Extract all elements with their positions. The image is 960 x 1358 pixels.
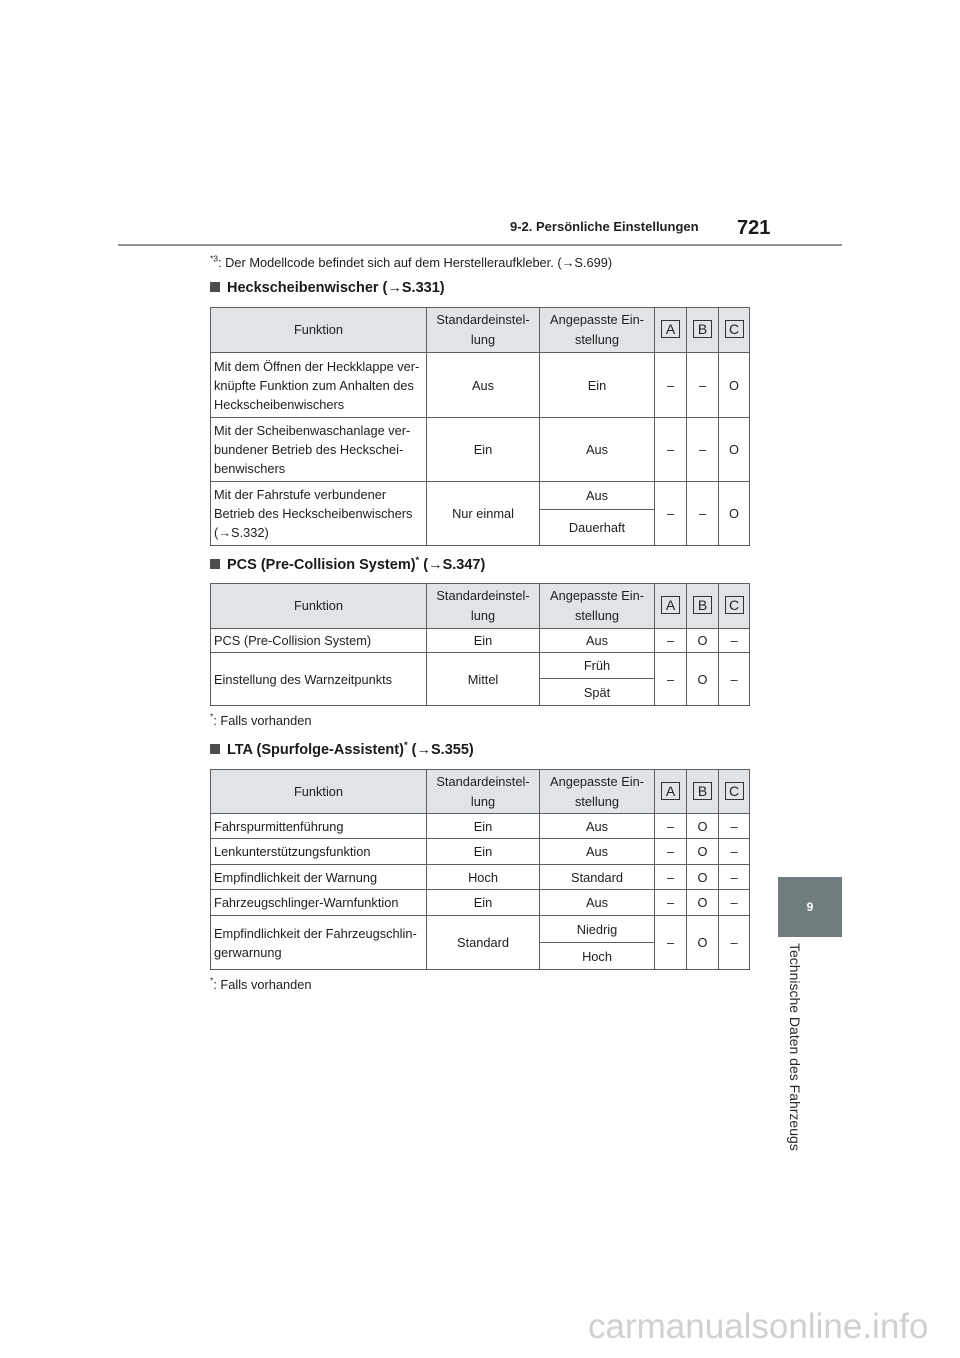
setting-a-cell: – xyxy=(655,916,687,970)
page-number: 721 xyxy=(737,217,771,239)
setting-a-cell: – xyxy=(655,482,687,546)
col-header-a xyxy=(655,770,687,814)
setting-a-cell: – xyxy=(655,865,687,890)
setting-b-cell: – xyxy=(687,353,719,418)
col-header-function: Funktion xyxy=(211,770,427,814)
section-bullet-icon xyxy=(210,282,220,292)
pcs-table xyxy=(210,583,750,706)
col-header-c xyxy=(719,770,750,814)
custom-value-cell: Ein xyxy=(540,353,655,418)
col-header-b xyxy=(687,308,719,353)
footnote-text: : Falls vorhanden xyxy=(213,977,312,992)
col-header-c-label: C xyxy=(725,320,744,338)
default-value-cell: Standard xyxy=(427,916,540,970)
custom-value-cell: Früh xyxy=(540,653,655,679)
section-heading-ref: (→S.347) xyxy=(419,557,486,573)
custom-value-cell: Aus xyxy=(540,814,655,839)
col-header-a-label: A xyxy=(661,782,680,800)
default-value-cell: Hoch xyxy=(427,865,540,890)
table-row xyxy=(211,653,750,679)
default-value-cell: Ein xyxy=(427,890,540,916)
section-heading-ref: (→S.355) xyxy=(407,742,474,758)
table-header-row xyxy=(211,770,750,814)
col-header-custom: Angepasste Ein- stellung xyxy=(540,308,655,353)
function-cell: Mit der Fahrstufe verbundener Betrieb des Heckscheibenwischers (→S.332) xyxy=(211,482,427,546)
chapter-tab xyxy=(778,877,842,937)
chapter-number: 9 xyxy=(806,900,814,914)
setting-b-cell: O xyxy=(687,653,719,706)
custom-value-cell: Niedrig xyxy=(540,916,655,943)
col-header-a-label: A xyxy=(661,320,680,338)
setting-b-cell: O xyxy=(687,629,719,653)
default-value-cell: Nur einmal xyxy=(427,482,540,546)
chapter-title-vertical: Technische Daten des Fahrzeugs xyxy=(787,943,803,1151)
custom-value-cell: Standard xyxy=(540,865,655,890)
setting-b-cell: O xyxy=(687,890,719,916)
footnote-text: : Falls vorhanden xyxy=(213,713,312,728)
setting-b-cell: – xyxy=(687,418,719,482)
default-value-cell: Ein xyxy=(427,814,540,839)
setting-a-cell: – xyxy=(655,629,687,653)
function-cell: Einstellung des Warnzeitpunkts xyxy=(211,653,427,706)
col-header-custom: Angepasste Ein- stellung xyxy=(540,770,655,814)
function-cell: Fahrzeugschlinger-Warnfunktion xyxy=(211,890,427,916)
table-row xyxy=(211,890,750,916)
section-heading-pcs xyxy=(210,557,485,574)
setting-a-cell: – xyxy=(655,814,687,839)
lta-table xyxy=(210,769,750,970)
section-heading-title: LTA (Spurfolge-Assistent) xyxy=(227,742,404,758)
setting-c-cell: – xyxy=(719,890,750,916)
setting-c-cell: O xyxy=(719,482,750,546)
custom-value-cell: Spät xyxy=(540,679,655,706)
footnote-model-code xyxy=(210,255,612,270)
col-header-a xyxy=(655,308,687,353)
footnote-marker: *3 xyxy=(210,253,219,264)
col-header-c-label: C xyxy=(725,782,744,800)
setting-c-cell: – xyxy=(719,653,750,706)
default-value-cell: Mittel xyxy=(427,653,540,706)
rear-wiper-table xyxy=(210,307,750,546)
table-row xyxy=(211,814,750,839)
function-cell: Mit dem Öffnen der Heckklappe ver- knüpfte Funktion zum Anhalten des Heckscheibenwischers xyxy=(211,353,427,418)
setting-a-cell: – xyxy=(655,839,687,865)
setting-c-cell: O xyxy=(719,353,750,418)
col-header-c xyxy=(719,584,750,629)
col-header-default: Standardeinstel- lung xyxy=(427,308,540,353)
setting-c-cell: – xyxy=(719,865,750,890)
setting-c-cell: – xyxy=(719,916,750,970)
default-value-cell: Ein xyxy=(427,839,540,865)
col-header-custom: Angepasste Ein- stellung xyxy=(540,584,655,629)
footnote-pcs xyxy=(210,713,311,728)
setting-b-cell: O xyxy=(687,839,719,865)
table-header-row xyxy=(211,308,750,353)
col-header-c-label: C xyxy=(725,596,744,614)
col-header-b-label: B xyxy=(693,320,712,338)
col-header-default: Standardeinstel- lung xyxy=(427,770,540,814)
table-row xyxy=(211,353,750,418)
setting-b-cell: O xyxy=(687,814,719,839)
table-header-row xyxy=(211,584,750,629)
custom-value-cell: Aus xyxy=(540,482,655,510)
setting-b-cell: O xyxy=(687,916,719,970)
section-heading-ref: (→S.331) xyxy=(378,280,445,296)
section-heading-title: PCS (Pre-Collision System) xyxy=(227,557,416,573)
setting-a-cell: – xyxy=(655,653,687,706)
setting-c-cell: – xyxy=(719,814,750,839)
custom-value-cell: Hoch xyxy=(540,943,655,970)
function-cell: PCS (Pre-Collision System) xyxy=(211,629,427,653)
col-header-a xyxy=(655,584,687,629)
setting-b-cell: – xyxy=(687,482,719,546)
custom-value-cell: Aus xyxy=(540,418,655,482)
default-value-cell: Ein xyxy=(427,418,540,482)
table-row xyxy=(211,839,750,865)
function-cell: Mit der Scheibenwaschanlage ver- bundener Betrieb des Heckschei- benwischers xyxy=(211,418,427,482)
table-row xyxy=(211,865,750,890)
function-cell: Lenkunterstützungsfunktion xyxy=(211,839,427,865)
footnote-marker: * xyxy=(415,555,420,567)
col-header-b xyxy=(687,584,719,629)
setting-c-cell: – xyxy=(719,629,750,653)
function-cell: Empfindlichkeit der Warnung xyxy=(211,865,427,890)
function-cell: Empfindlichkeit der Fahrzeugschlin- gerwarnung xyxy=(211,916,427,970)
custom-value-cell: Aus xyxy=(540,629,655,653)
section-heading-rear-wiper xyxy=(210,280,445,297)
footnote-text: : Der Modellcode befindet sich auf dem Herstelleraufkleber. (→S.699) xyxy=(218,255,613,270)
section-heading-lta xyxy=(210,742,474,759)
setting-a-cell: – xyxy=(655,418,687,482)
custom-value-cell: Dauerhaft xyxy=(540,510,655,546)
col-header-function: Funktion xyxy=(211,584,427,629)
table-row xyxy=(211,482,750,510)
table-row xyxy=(211,916,750,943)
footnote-marker: * xyxy=(210,975,214,986)
setting-c-cell: O xyxy=(719,418,750,482)
footnote-marker: * xyxy=(403,740,408,752)
setting-a-cell: – xyxy=(655,353,687,418)
col-header-default: Standardeinstel- lung xyxy=(427,584,540,629)
col-header-function: Funktion xyxy=(211,308,427,353)
col-header-b xyxy=(687,770,719,814)
col-header-b-label: B xyxy=(693,782,712,800)
footnote-lta xyxy=(210,977,311,992)
footnote-marker: * xyxy=(210,711,214,722)
watermark-text: carmanualsonline.info xyxy=(588,1307,929,1346)
custom-value-cell: Aus xyxy=(540,839,655,865)
setting-a-cell: – xyxy=(655,890,687,916)
function-cell: Fahrspurmittenführung xyxy=(211,814,427,839)
section-bullet-icon xyxy=(210,559,220,569)
col-header-a-label: A xyxy=(661,596,680,614)
section-bullet-icon xyxy=(210,744,220,754)
table-row xyxy=(211,418,750,482)
running-header-title: 9-2. Persönliche Einstellungen xyxy=(510,219,699,234)
table-row xyxy=(211,629,750,653)
custom-value-cell: Aus xyxy=(540,890,655,916)
col-header-b-label: B xyxy=(693,596,712,614)
setting-c-cell: – xyxy=(719,839,750,865)
header-divider xyxy=(118,244,842,246)
default-value-cell: Ein xyxy=(427,629,540,653)
setting-b-cell: O xyxy=(687,865,719,890)
default-value-cell: Aus xyxy=(427,353,540,418)
section-heading-title: Heckscheibenwischer xyxy=(227,280,379,296)
col-header-c xyxy=(719,308,750,353)
